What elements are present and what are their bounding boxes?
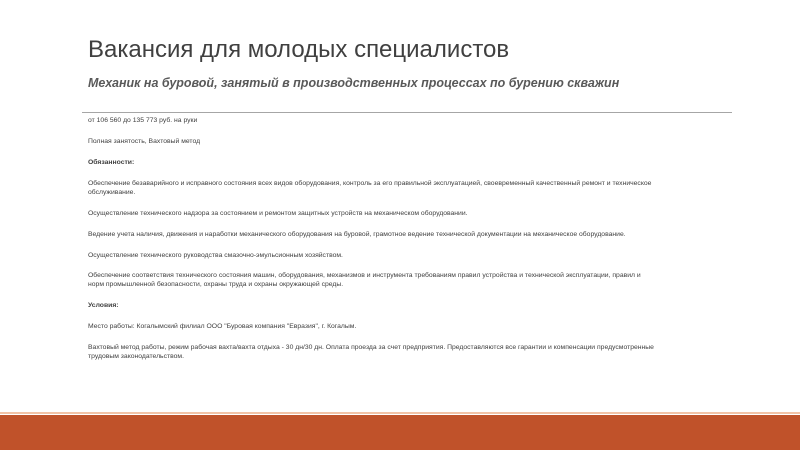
condition-item: Место работы: Когалымский филиал ООО "Буровая компания "Евразия", г. Когалым. (88, 323, 357, 331)
footer-accent-line (0, 412, 800, 414)
slide-title: Вакансия для молодых специалистов (88, 36, 510, 63)
duty-item: Ведение учета наличия, движения и наработки механического оборудования на буровой, грамотное ведение технической документации на механическое оборудование. (88, 230, 626, 238)
duty-item: Обеспечение безаварийного и исправного состояния всех видов оборудования, контроль за его правильной эксплуатацией, своевременный качественный ремонт и техническое обслуживание. (88, 179, 652, 196)
salary-text: от 106 560 до 135 773 руб. на руки (88, 117, 198, 124)
footer-band (0, 415, 800, 450)
slide-content (88, 117, 658, 374)
condition-item: Вахтовый метод работы, режим рабочая вахта/вахта отдыха - 30 дн/30 дн. Оплата проезда за счет предприятия. Предоставляются все гарантии и компенсации предусмотренные трудовым законодательством. (88, 344, 654, 360)
duties-heading: Обязанности: (88, 158, 135, 166)
conditions-heading: Условия: (88, 302, 119, 310)
duty-item: Осуществление технического руководства смазочно-эмульсионным хозяйством. (88, 251, 343, 259)
slide-subtitle: Механик на буровой, занятый в производственных процессах по бурению скважин (88, 76, 620, 90)
employment-text: Полная занятость, Вахтовый метод (88, 137, 201, 145)
duty-item: Обеспечение соответствия технического состояния машин, оборудования, механизмов и инструмента требованиям правил устройства и технической эксплуатации, правил и норм промышленной безопасности, охраны труда и охраны окружающей среды. (88, 272, 641, 289)
duty-item: Осуществление технического надзора за состоянием и ремонтом защитных устройств на механическом оборудовании. (88, 209, 468, 217)
title-divider (82, 112, 732, 113)
